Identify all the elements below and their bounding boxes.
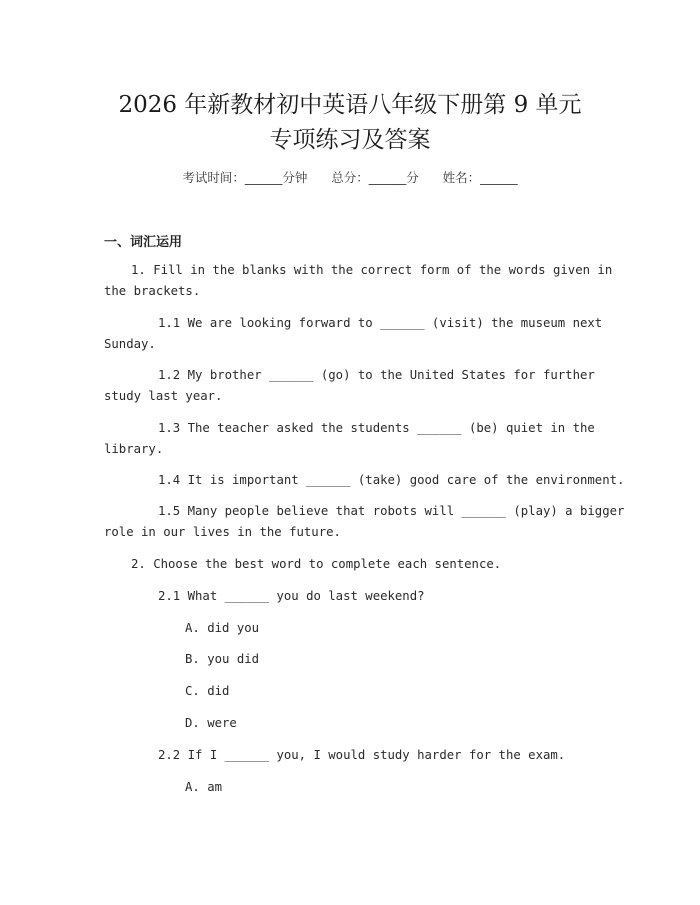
question-1-5-line-2: role in our lives in the future. <box>104 525 341 539</box>
section-heading: 一、词汇运用 <box>104 235 183 250</box>
question-1-4: 1.4 It is important ______ (take) good care of the environment. <box>158 473 625 487</box>
document-title-line-2: 专项练习及答案 <box>269 127 431 153</box>
question-1-2-line-2: study last year. <box>104 389 223 403</box>
question-1-1-line-2: Sunday. <box>104 337 156 351</box>
option-2-2-a: A. am <box>185 780 223 794</box>
question-1-2-line-1: 1.2 My brother ______ (go) to the United States for further <box>158 368 595 382</box>
option-2-1-a: A. did you <box>185 621 260 635</box>
question-2: 2. Choose the best word to complete each sentence. <box>131 557 502 571</box>
option-2-1-c: C. did <box>185 684 230 698</box>
option-2-1-b: B. you did <box>185 652 260 666</box>
question-1-1-line-1: 1.1 We are looking forward to ______ (visit) the museum next <box>158 316 603 330</box>
question-1-3-line-2: library. <box>104 442 164 456</box>
question-2-2: 2.2 If I ______ you, I would study harder for the exam. <box>158 748 566 762</box>
question-1-line-2: the brackets. <box>104 284 201 298</box>
question-1-3-line-1: 1.3 The teacher asked the students ______ (be) quiet in the <box>158 421 595 435</box>
exam-info-line: 考试时间：______分钟 总分：______分 姓名：______ <box>182 170 518 185</box>
option-2-1-d: D. were <box>185 716 237 730</box>
document-title-line-1: 2026 年新教材初中英语八年级下册第 9 单元 <box>118 92 582 118</box>
question-1-5-line-1: 1.5 Many people believe that robots will ______ (play) a bigger <box>158 504 625 518</box>
question-2-1: 2.1 What ______ you do last weekend? <box>158 589 425 603</box>
question-1-line-1: 1. Fill in the blanks with the correct form of the words given in <box>131 263 613 277</box>
